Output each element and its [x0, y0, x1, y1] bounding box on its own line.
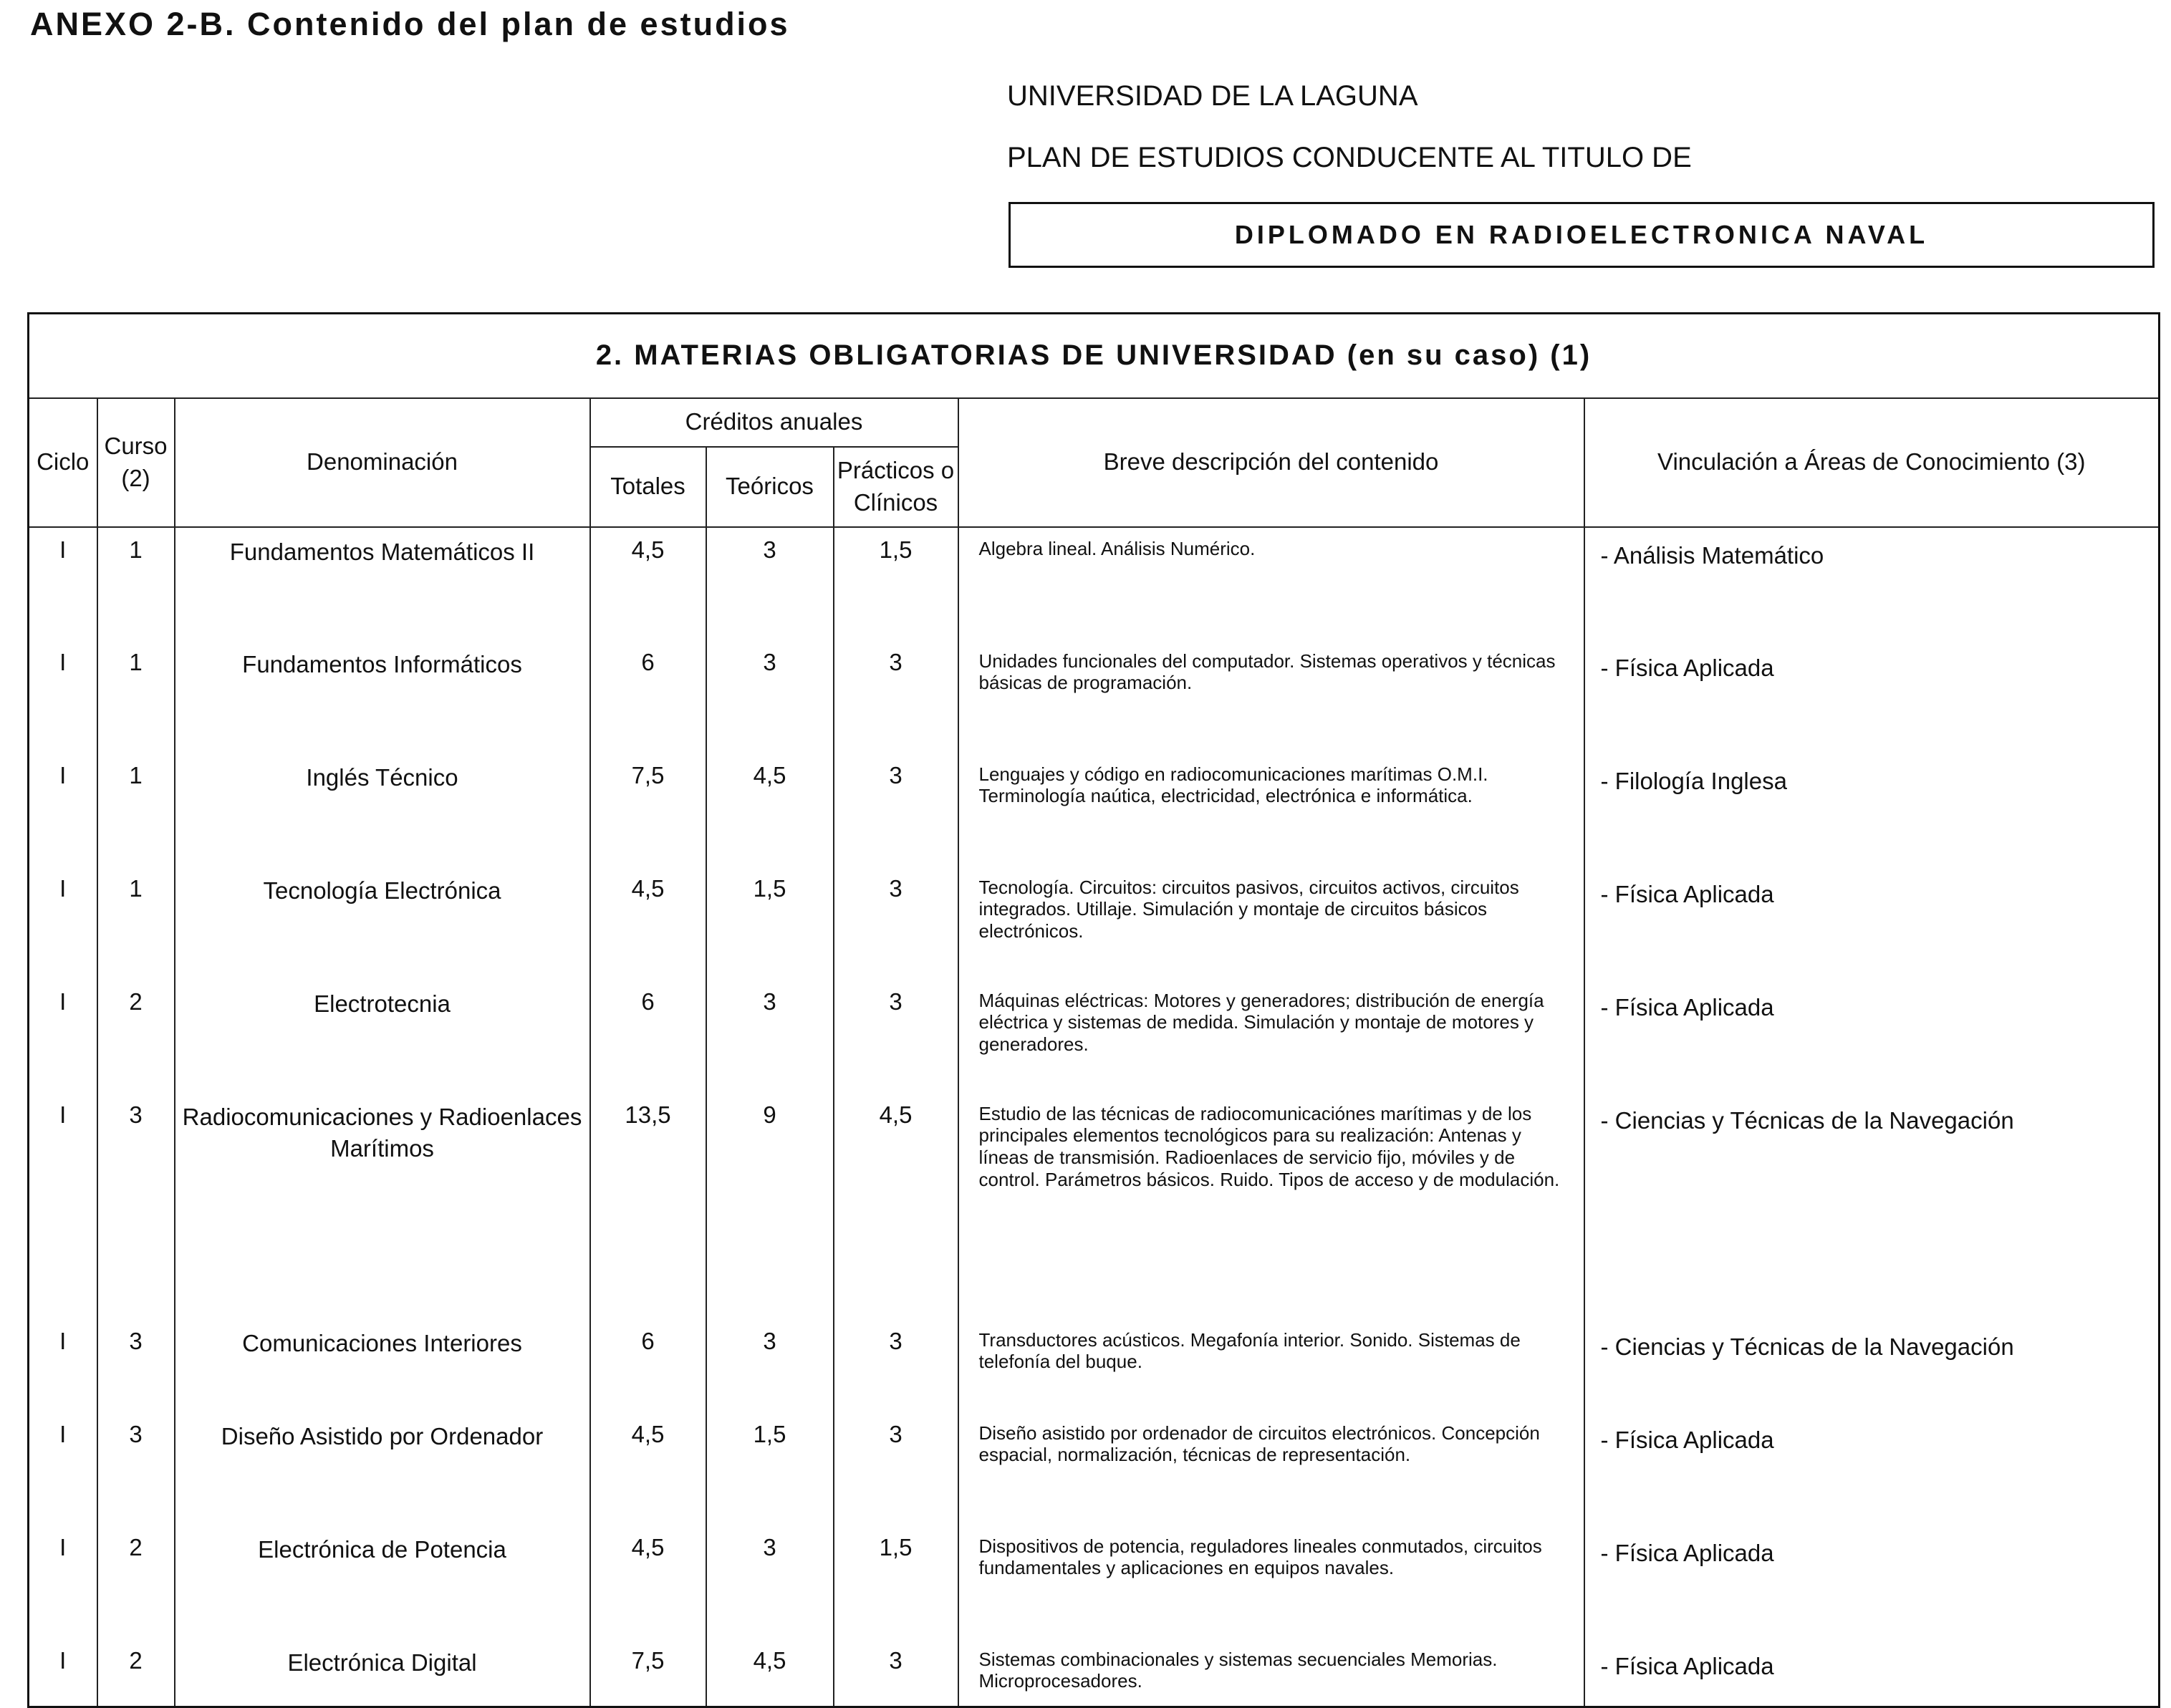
teoricos-cell: 3 [706, 527, 834, 640]
header-practicos: Prácticos o Clínicos [834, 447, 958, 527]
denominacion-cell: Diseño Asistido por Ordenador [175, 1412, 590, 1525]
practicos-cell: 3 [834, 1639, 958, 1707]
practicos-cell: 3 [834, 1412, 958, 1525]
curso-cell: 1 [97, 640, 175, 753]
header-creditos: Créditos anuales [590, 398, 958, 447]
ciclo-cell: I [29, 867, 97, 980]
curso-cell: 1 [97, 867, 175, 980]
denominacion-cell: Fundamentos Matemáticos II [175, 527, 590, 640]
curso-cell: 3 [97, 1412, 175, 1525]
practicos-cell: 3 [834, 980, 958, 1093]
totales-cell: 13,5 [590, 1093, 706, 1319]
section-title: 2. MATERIAS OBLIGATORIAS DE UNIVERSIDAD (en su caso) (1) [29, 314, 2160, 398]
denominacion-cell: Radiocomunicaciones y Radioenlaces Marítimos [175, 1093, 590, 1319]
header-vinculacion: Vinculación a Áreas de Conocimiento (3) [1584, 398, 2160, 527]
table-row [29, 980, 2160, 1093]
denominacion-cell: Inglés Técnico [175, 753, 590, 867]
curso-cell: 2 [97, 980, 175, 1093]
table-row [29, 753, 2160, 867]
practicos-cell: 1,5 [834, 1525, 958, 1639]
descripcion-cell: Lenguajes y código en radiocomunicaciones marítimas O.M.I. Terminología naútica, electricidad, electrónica e informática. [958, 753, 1584, 867]
header-curso: Curso (2) [97, 398, 175, 527]
ciclo-cell: I [29, 1525, 97, 1639]
curso-cell: 3 [97, 1093, 175, 1319]
teoricos-cell: 1,5 [706, 1412, 834, 1525]
subjects-table [27, 312, 2160, 1708]
area-cell: - Física Aplicada [1584, 1525, 2160, 1639]
curso-cell: 2 [97, 1639, 175, 1707]
table-row [29, 1412, 2160, 1525]
descripcion-cell: Tecnología. Circuitos: circuitos pasivos, circuitos activos, circuitos integrados. Utillaje. Simulación y montaje de circuitos básicos electrónicos. [958, 867, 1584, 980]
ciclo-cell: I [29, 1412, 97, 1525]
practicos-cell: 3 [834, 1319, 958, 1412]
area-cell: - Física Aplicada [1584, 980, 2160, 1093]
curso-cell: 2 [97, 1525, 175, 1639]
teoricos-cell: 3 [706, 1525, 834, 1639]
totales-cell: 6 [590, 1319, 706, 1412]
header-denominacion: Denominación [175, 398, 590, 527]
table-row [29, 1319, 2160, 1412]
descripcion-cell: Dispositivos de potencia, reguladores lineales conmutados, circuitos fundamentales y aplicaciones en equipos navales. [958, 1525, 1584, 1639]
university-name: UNIVERSIDAD DE LA LAGUNA [1007, 80, 1418, 112]
denominacion-cell: Tecnología Electrónica [175, 867, 590, 980]
curso-cell: 3 [97, 1319, 175, 1412]
denominacion-cell: Electrotecnia [175, 980, 590, 1093]
ciclo-cell: I [29, 1639, 97, 1707]
ciclo-cell: I [29, 1093, 97, 1319]
denominacion-cell: Fundamentos Informáticos [175, 640, 590, 753]
area-cell: - Física Aplicada [1584, 1639, 2160, 1707]
curso-cell: 1 [97, 753, 175, 867]
descripcion-cell: Diseño asistido por ordenador de circuitos electrónicos. Concepción espacial, normalización, técnicas de representación. [958, 1412, 1584, 1525]
teoricos-cell: 1,5 [706, 867, 834, 980]
practicos-cell: 3 [834, 753, 958, 867]
table-row [29, 527, 2160, 640]
area-cell: - Física Aplicada [1584, 1412, 2160, 1525]
degree-title: DIPLOMADO EN RADIOELECTRONICA NAVAL [1234, 220, 1929, 249]
area-cell: - Filología Inglesa [1584, 753, 2160, 867]
descripcion-cell: Unidades funcionales del computador. Sistemas operativos y técnicas básicas de programación. [958, 640, 1584, 753]
practicos-cell: 4,5 [834, 1093, 958, 1319]
header-teoricos: Teóricos [706, 447, 834, 527]
practicos-cell: 1,5 [834, 527, 958, 640]
degree-box [1009, 202, 2155, 268]
totales-cell: 7,5 [590, 1639, 706, 1707]
teoricos-cell: 3 [706, 640, 834, 753]
descripcion-cell: Transductores acústicos. Megafonía interior. Sonido. Sistemas de telefonía del buque. [958, 1319, 1584, 1412]
area-cell: - Física Aplicada [1584, 640, 2160, 753]
descripcion-cell: Sistemas combinacionales y sistemas secuenciales Memorias. Microprocesadores. [958, 1639, 1584, 1707]
teoricos-cell: 3 [706, 1319, 834, 1412]
area-cell: - Análisis Matemático [1584, 527, 2160, 640]
table-row [29, 867, 2160, 980]
ciclo-cell: I [29, 753, 97, 867]
header-ciclo: Ciclo [29, 398, 97, 527]
practicos-cell: 3 [834, 640, 958, 753]
table-row [29, 1525, 2160, 1639]
plan-label: PLAN DE ESTUDIOS CONDUCENTE AL TITULO DE [1007, 142, 1692, 173]
totales-cell: 7,5 [590, 753, 706, 867]
ciclo-cell: I [29, 527, 97, 640]
teoricos-cell: 4,5 [706, 1639, 834, 1707]
area-cell: - Ciencias y Técnicas de la Navegación [1584, 1319, 2160, 1412]
curso-cell: 1 [97, 527, 175, 640]
descripcion-cell: Estudio de las técnicas de radiocomunicaciónes marítimas y de los principales elementos tecnológicos para su realización: Antenas y líneas de transmisión. Radioenlaces de servicio fijo, móviles y de control. Parámetros básicos. Ruido. Tipos de acceso y de modulación. [958, 1093, 1584, 1319]
annex-title: ANEXO 2-B. Contenido del plan de estudios [30, 6, 790, 42]
totales-cell: 4,5 [590, 867, 706, 980]
descripcion-cell: Máquinas eléctricas: Motores y generadores; distribución de energía eléctrica y sistemas de medida. Simulación y montaje de motores y generadores. [958, 980, 1584, 1093]
header-descripcion: Breve descripción del contenido [958, 398, 1584, 527]
totales-cell: 6 [590, 980, 706, 1093]
area-cell: - Física Aplicada [1584, 867, 2160, 980]
totales-cell: 4,5 [590, 1412, 706, 1525]
denominacion-cell: Comunicaciones Interiores [175, 1319, 590, 1412]
table-row [29, 640, 2160, 753]
descripcion-cell: Algebra lineal. Análisis Numérico. [958, 527, 1584, 640]
header-totales: Totales [590, 447, 706, 527]
ciclo-cell: I [29, 980, 97, 1093]
table-row [29, 1093, 2160, 1319]
totales-cell: 4,5 [590, 527, 706, 640]
totales-cell: 4,5 [590, 1525, 706, 1639]
practicos-cell: 3 [834, 867, 958, 980]
teoricos-cell: 3 [706, 980, 834, 1093]
denominacion-cell: Electrónica Digital [175, 1639, 590, 1707]
denominacion-cell: Electrónica de Potencia [175, 1525, 590, 1639]
totales-cell: 6 [590, 640, 706, 753]
teoricos-cell: 9 [706, 1093, 834, 1319]
ciclo-cell: I [29, 640, 97, 753]
ciclo-cell: I [29, 1319, 97, 1412]
teoricos-cell: 4,5 [706, 753, 834, 867]
table-row [29, 1639, 2160, 1707]
area-cell: - Ciencias y Técnicas de la Navegación [1584, 1093, 2160, 1319]
